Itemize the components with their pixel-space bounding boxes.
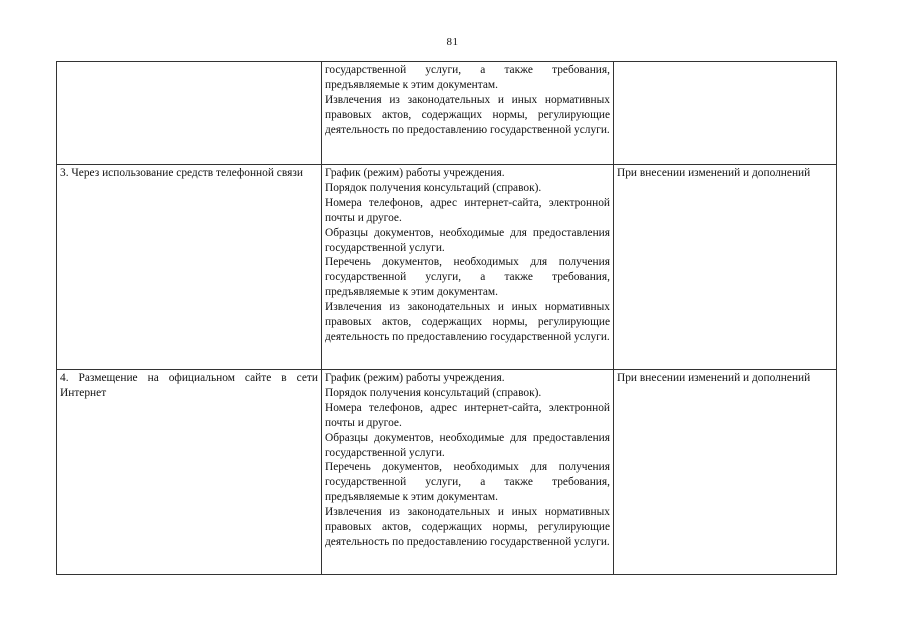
content-paragraph: Извлечения из законодательных и иных нормативных правовых актов, содержащих нормы, регулирующие деятельность по предоставлению государственной услуги. bbox=[325, 506, 610, 548]
table-row bbox=[57, 62, 837, 165]
content-cell bbox=[322, 62, 614, 165]
content-paragraph: Образцы документов, необходимые для предоставления государственной услуги. bbox=[325, 226, 610, 254]
content-paragraph: Извлечения из законодательных и иных нормативных правовых актов, содержащих нормы, регулирующие деятельность по предоставлению государственной услуги. bbox=[325, 93, 610, 136]
content-paragraph: Образцы документов, необходимые для предоставления государственной услуги. bbox=[325, 431, 610, 459]
content-paragraph: Номера телефонов, адрес интернет-сайта, электронной почты и другое. bbox=[325, 196, 610, 224]
table-row bbox=[57, 165, 837, 370]
content-cell bbox=[322, 165, 614, 370]
content-paragraph: Номера телефонов, адрес интернет-сайта, электронной почты и другое. bbox=[325, 401, 610, 429]
content-paragraph: Перечень документов, необходимых для получения государственной услуги, а также требования, предъявляемые к этим документам. bbox=[325, 256, 610, 299]
information-table bbox=[56, 61, 837, 575]
page-number: 81 bbox=[446, 36, 459, 48]
content-paragraph: Извлечения из законодательных и иных нормативных правовых актов, содержащих нормы, регулирующие деятельность по предоставлению государственной услуги. bbox=[325, 301, 610, 343]
content-paragraph: Порядок получения консультаций (справок). bbox=[325, 386, 542, 399]
frequency-cell: При внесении изменений и дополнений bbox=[614, 165, 837, 370]
method-cell: 4. Размещение на официальном сайте в сети Интернет bbox=[57, 370, 322, 575]
content-paragraph: Перечень документов, необходимых для получения государственной услуги, а также требования, предъявляемые к этим документам. bbox=[325, 461, 610, 504]
content-paragraph: График (режим) работы учреждения. bbox=[325, 372, 505, 384]
content-cell bbox=[322, 370, 614, 575]
table-row bbox=[57, 370, 837, 575]
frequency-cell: При внесении изменений и дополнений bbox=[614, 370, 837, 575]
content-paragraph: государственной услуги, а также требования, предъявляемые к этим документам. bbox=[325, 64, 610, 91]
frequency-cell bbox=[614, 62, 837, 165]
content-paragraph: Порядок получения консультаций (справок). bbox=[325, 181, 542, 194]
content-paragraph: График (режим) работы учреждения. bbox=[325, 167, 505, 179]
method-cell bbox=[57, 62, 322, 165]
method-cell: 3. Через использование средств телефонной связи bbox=[57, 165, 322, 370]
